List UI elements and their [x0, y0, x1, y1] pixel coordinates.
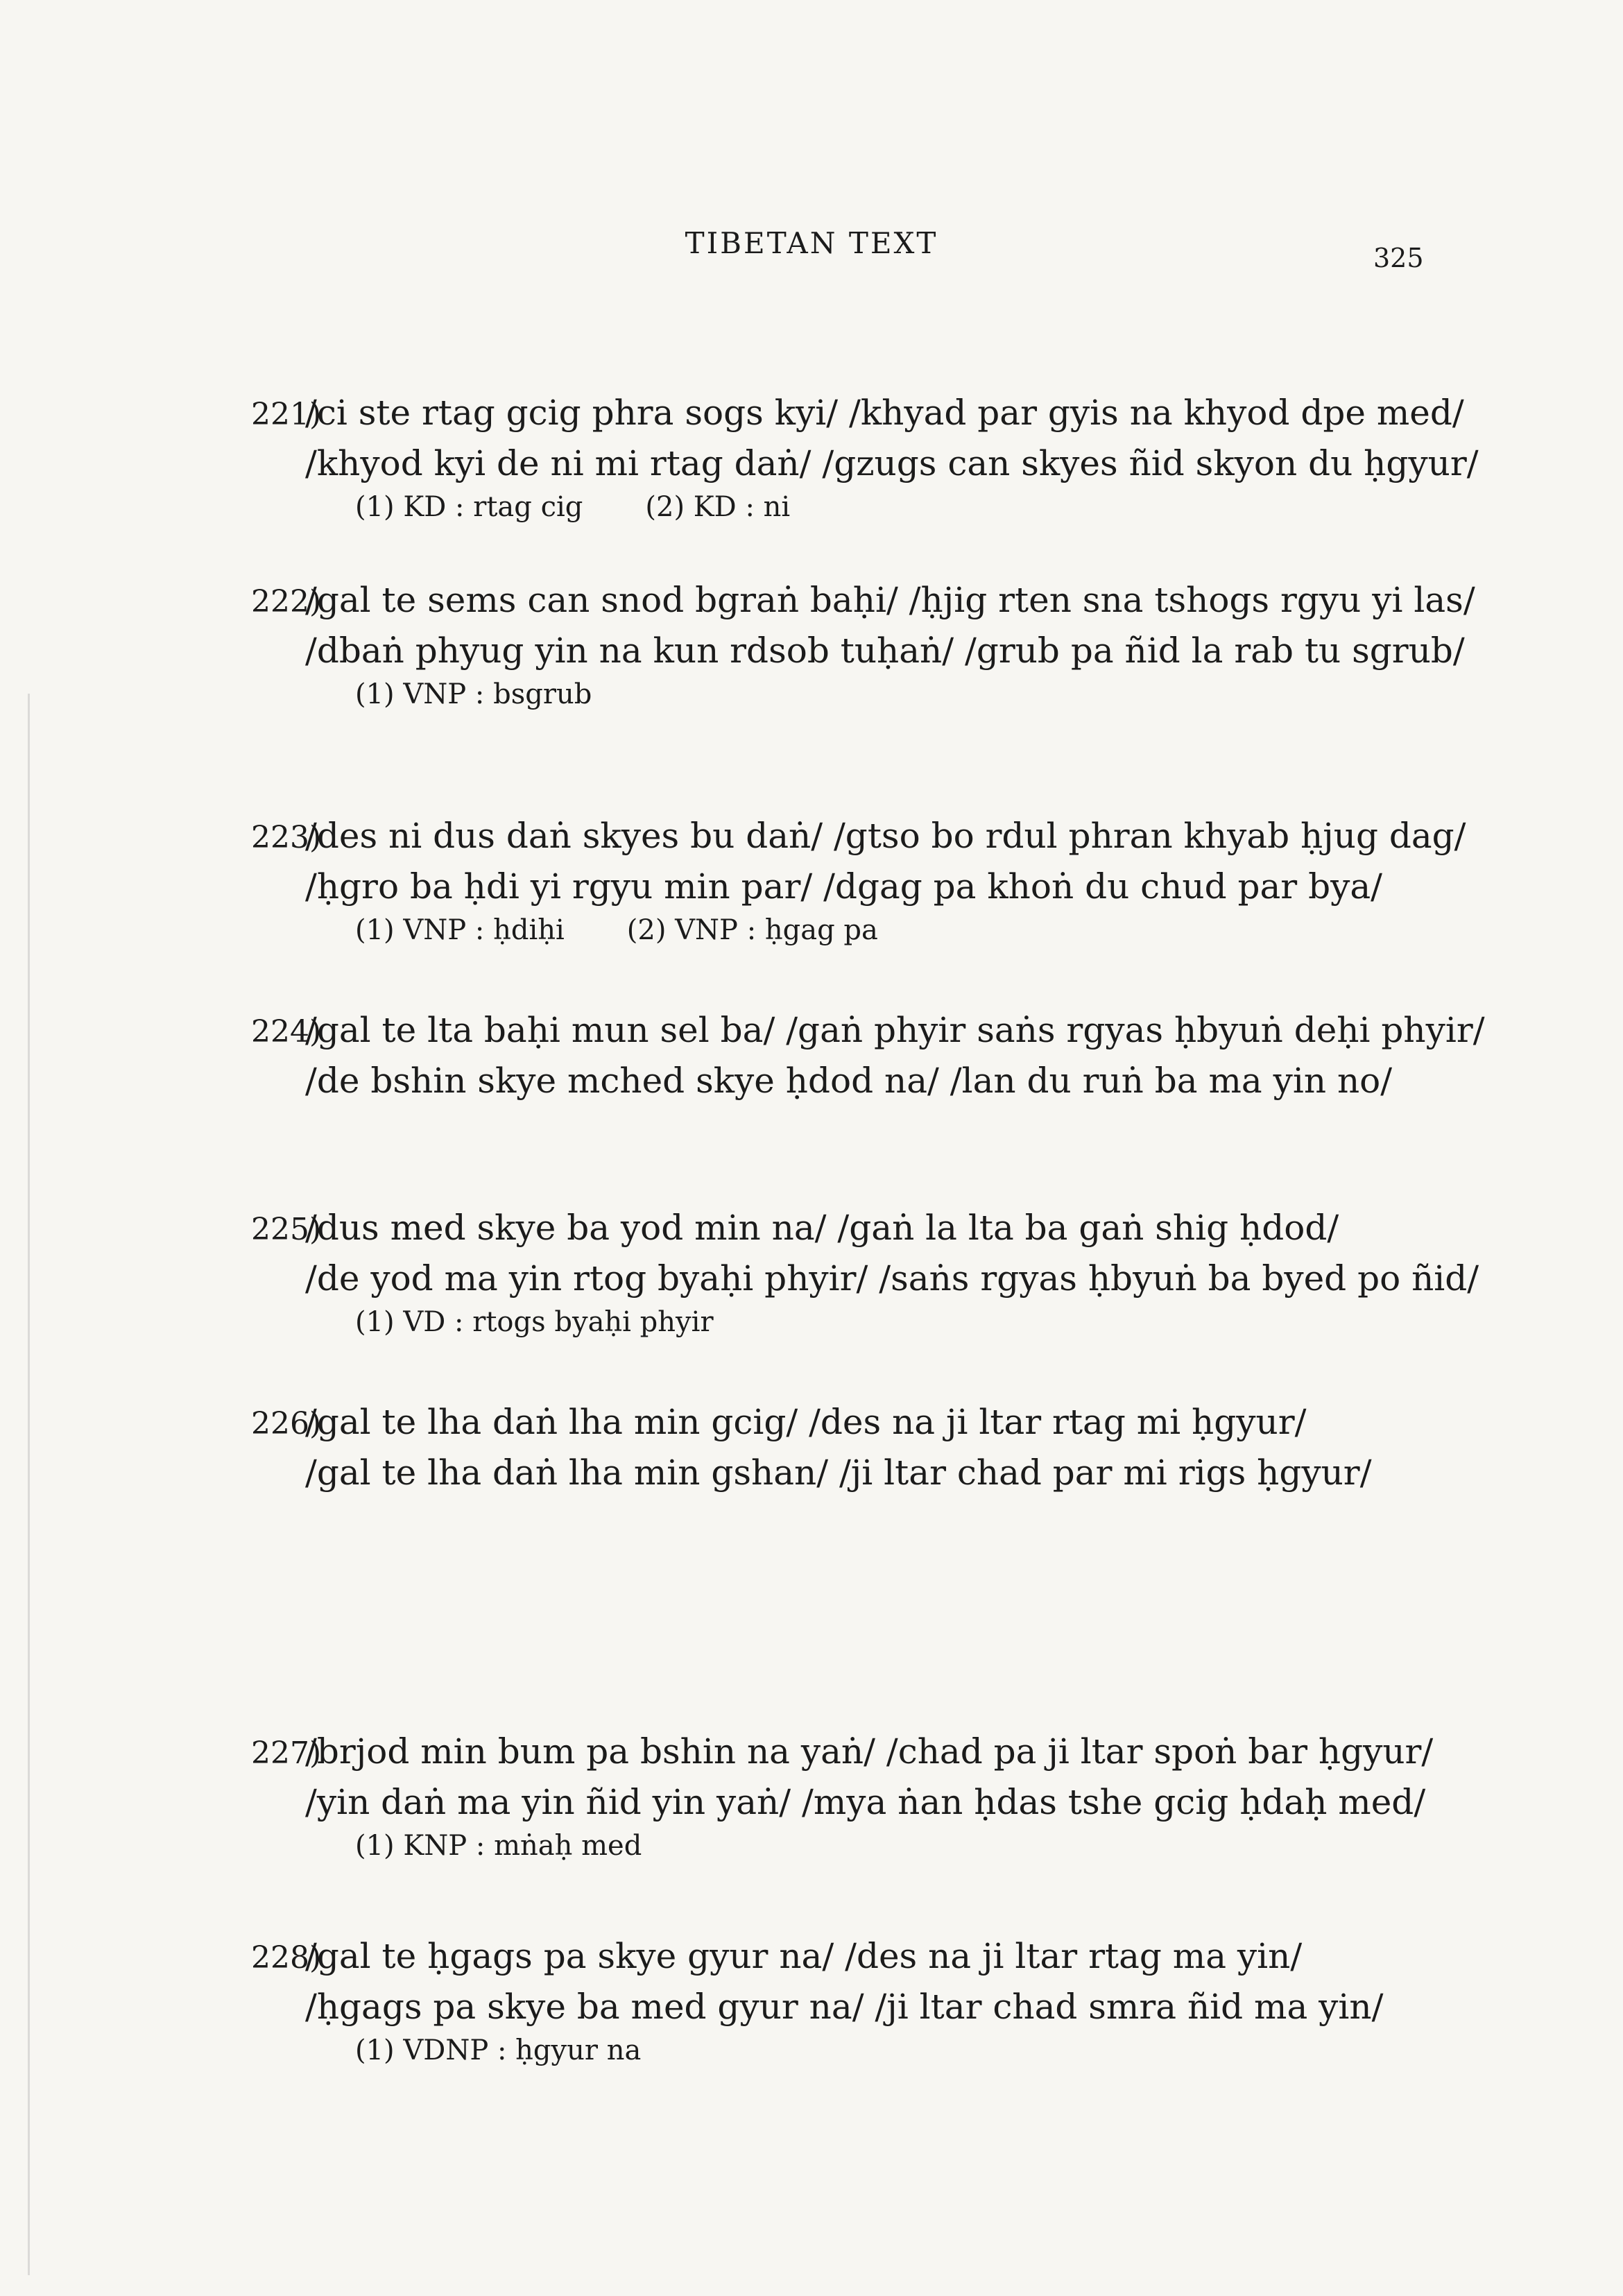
verse-text: /gal te lha daṅ lha min gshan/ /ji ltar chad par mi rigs ḥgyur/ [305, 1453, 1372, 1493]
verse-224 [251, 1006, 1500, 1105]
verse-line [251, 1006, 1500, 1056]
verse-text: /de yod ma yin rtog byaḥi phyir/ /saṅs rgyas ḥbyuṅ ba byed po ñid/ [305, 1258, 1479, 1299]
verse-221 [251, 388, 1500, 526]
variant-note [251, 2031, 1500, 2070]
verse-line [251, 1254, 1500, 1303]
variant-reading: (1) KNP : mṅaḥ med [355, 1830, 642, 1862]
verse-number: 225) [251, 1212, 322, 1247]
verse-number: 228) [251, 1940, 322, 1976]
verse-line [251, 1056, 1500, 1105]
verse-line [251, 1203, 1500, 1254]
verse-line [251, 1398, 1500, 1448]
verse-text: /de bshin skye mched skye ḥdod na/ /lan du ruṅ ba ma yin no/ [305, 1061, 1393, 1101]
verse-text: /dus med skye ba yod min na/ /gaṅ la lta ba gaṅ shig ḥdod/ [305, 1208, 1339, 1248]
verse-number: 221) [251, 397, 322, 432]
verse-line [251, 1982, 1500, 2031]
verse-line [251, 1932, 1500, 1982]
verse-number: 223) [251, 820, 322, 855]
verse-227 [251, 1727, 1500, 1865]
verse-text: /des ni dus daṅ skyes bu daṅ/ /gtso bo rdul phran khyab ḥjug dag/ [305, 816, 1466, 856]
verse-line [251, 1727, 1500, 1778]
variant-reading: (1) VD : rtogs byaḥi phyir [355, 1306, 714, 1338]
variant-reading: (2) VNP : ḥgag pa [626, 914, 878, 946]
verse-number: 227) [251, 1736, 322, 1771]
verse-line [251, 812, 1500, 862]
verse-text: /ci ste rtag gcig phra sogs kyi/ /khyad par gyis na khyod dpe med/ [305, 393, 1464, 433]
verse-line [251, 1448, 1500, 1497]
verse-line [251, 1778, 1500, 1826]
verse-text: /yin daṅ ma yin ñid yin yaṅ/ /mya ṅan ḥdas tshe gcig ḥdaḥ med/ [305, 1782, 1426, 1822]
verse-line [251, 388, 1500, 439]
variant-reading: (1) KD : rtag cig [355, 491, 583, 523]
verse-number: 224) [251, 1014, 322, 1050]
variant-reading: (2) KD : ni [645, 491, 791, 523]
verse-228 [251, 1932, 1500, 2070]
variant-note [251, 675, 1500, 714]
running-head: TIBETAN TEXT [685, 226, 938, 260]
page-edge-shadow [28, 694, 30, 2275]
verse-text: /gal te lha daṅ lha min gcig/ /des na ji ltar rtag mi ḥgyur/ [305, 1402, 1307, 1442]
verse-text: /gal te sems can snod bgraṅ baḥi/ /ḥjig rten sna tshogs rgyu yi las/ [305, 580, 1475, 620]
verse-text: /gal te ḥgags pa skye gyur na/ /des na ji ltar rtag ma yin/ [305, 1936, 1303, 1976]
verse-222 [251, 576, 1500, 714]
verse-text: /gal te lta baḥi mun sel ba/ /gaṅ phyir saṅs rgyas ḥbyuṅ deḥi phyir/ [305, 1010, 1485, 1050]
verse-226 [251, 1398, 1500, 1497]
page-number: 325 [1373, 243, 1424, 273]
variant-note [251, 1303, 1500, 1342]
variant-note [251, 1826, 1500, 1865]
variant-note [251, 488, 1500, 526]
variant-reading: (1) VDNP : ḥgyur na [355, 2034, 642, 2066]
verse-225 [251, 1203, 1500, 1342]
verse-line [251, 439, 1500, 488]
verse-line [251, 862, 1500, 911]
verse-line [251, 576, 1500, 626]
variant-note [251, 911, 1500, 950]
verse-223 [251, 812, 1500, 950]
verse-line [251, 626, 1500, 675]
verse-text: /dbaṅ phyug yin na kun rdsob tuḥaṅ/ /grub pa ñid la rab tu sgrub/ [305, 631, 1465, 671]
verse-number: 226) [251, 1406, 322, 1441]
verse-text: /ḥgags pa skye ba med gyur na/ /ji ltar chad smra ñid ma yin/ [305, 1987, 1384, 2027]
verse-text: /ḥgro ba ḥdi yi rgyu min par/ /dgag pa khoṅ du chud par bya/ [305, 866, 1383, 907]
verse-text: /brjod min bum pa bshin na yaṅ/ /chad pa ji ltar spoṅ bar ḥgyur/ [305, 1731, 1434, 1772]
variant-reading: (1) VNP : ḥdiḥi [355, 914, 565, 946]
verse-text: /khyod kyi de ni mi rtag daṅ/ /gzugs can skyes ñid skyon du ḥgyur/ [305, 443, 1479, 483]
variant-reading: (1) VNP : bsgrub [355, 678, 592, 710]
verse-number: 222) [251, 584, 322, 619]
